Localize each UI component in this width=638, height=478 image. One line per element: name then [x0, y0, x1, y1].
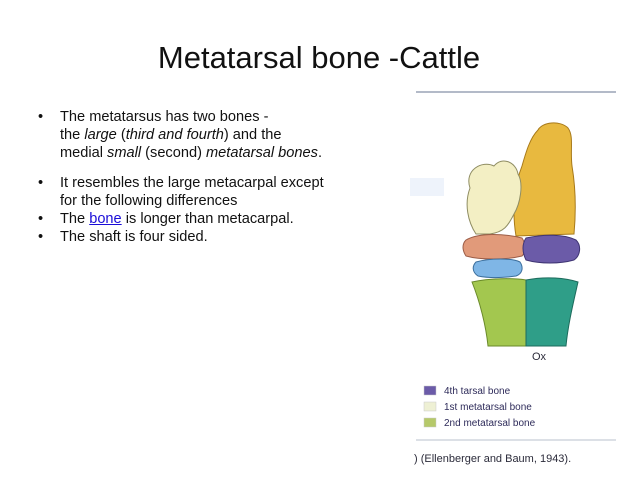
scan-shade: [410, 178, 444, 196]
bullet-item: [38, 108, 398, 162]
bullet-text: (second): [141, 145, 206, 161]
talus-bone: [467, 161, 521, 234]
bullet-dot: •: [38, 175, 44, 191]
bullet-text: It resembles the large metacarpal except: [60, 175, 324, 191]
bullet-text: for the following differences: [60, 193, 238, 209]
bullet-list: [38, 108, 398, 246]
bullet-text: (: [116, 127, 126, 143]
legend-label: 2nd metatarsal bone: [444, 418, 536, 429]
bullet-text-italic: small: [107, 145, 142, 161]
bullet-dot: •: [38, 109, 44, 125]
figure-citation: ) (Ellenberger and Baum, 1943).: [414, 453, 572, 465]
bone-link[interactable]: bone: [89, 211, 122, 227]
legend-swatch: [424, 402, 436, 411]
bullet-text: .: [317, 145, 323, 161]
slide-title: Metatarsal bone -Cattle: [157, 40, 481, 75]
bullet-text: The: [60, 211, 90, 227]
bullet-dot: •: [38, 229, 44, 245]
small-tarsal-bone: [473, 259, 522, 278]
bullet-item: [38, 174, 398, 210]
bullet-text: The metatarsus has two bones -: [60, 109, 269, 125]
bullet-text: the: [60, 127, 85, 143]
species-label: Ox: [532, 351, 547, 363]
figure-legend: [424, 386, 536, 429]
bullet-text: The shaft is four sided.: [60, 229, 208, 245]
bullet-text: is longer than metacarpal.: [121, 211, 294, 227]
fourth-tarsal-bone: [523, 235, 580, 263]
bullet-item: [38, 228, 398, 246]
bullet-text-italic: third and fourth: [125, 127, 224, 143]
legend-swatch: [424, 418, 436, 427]
bullet-text-italic: metatarsal bones: [206, 145, 318, 161]
metatarsal-medial-part: [472, 279, 526, 346]
ox-tarsus-figure: [410, 86, 638, 478]
legend-swatch: [424, 386, 436, 395]
legend-label: 4th tarsal bone: [444, 386, 511, 397]
bullet-text: ) and the: [223, 127, 282, 143]
central-tarsal-bone: [463, 235, 525, 260]
bone-illustration: [410, 86, 638, 478]
bullet-text-italic: large: [84, 127, 117, 143]
calcaneus-bone: [514, 123, 575, 236]
legend-label: 1st metatarsal bone: [444, 402, 532, 413]
bullet-text: medial: [60, 145, 108, 161]
metatarsal-lateral-part: [526, 278, 578, 346]
bullet-item: [38, 210, 398, 228]
bullet-dot: •: [38, 211, 44, 227]
